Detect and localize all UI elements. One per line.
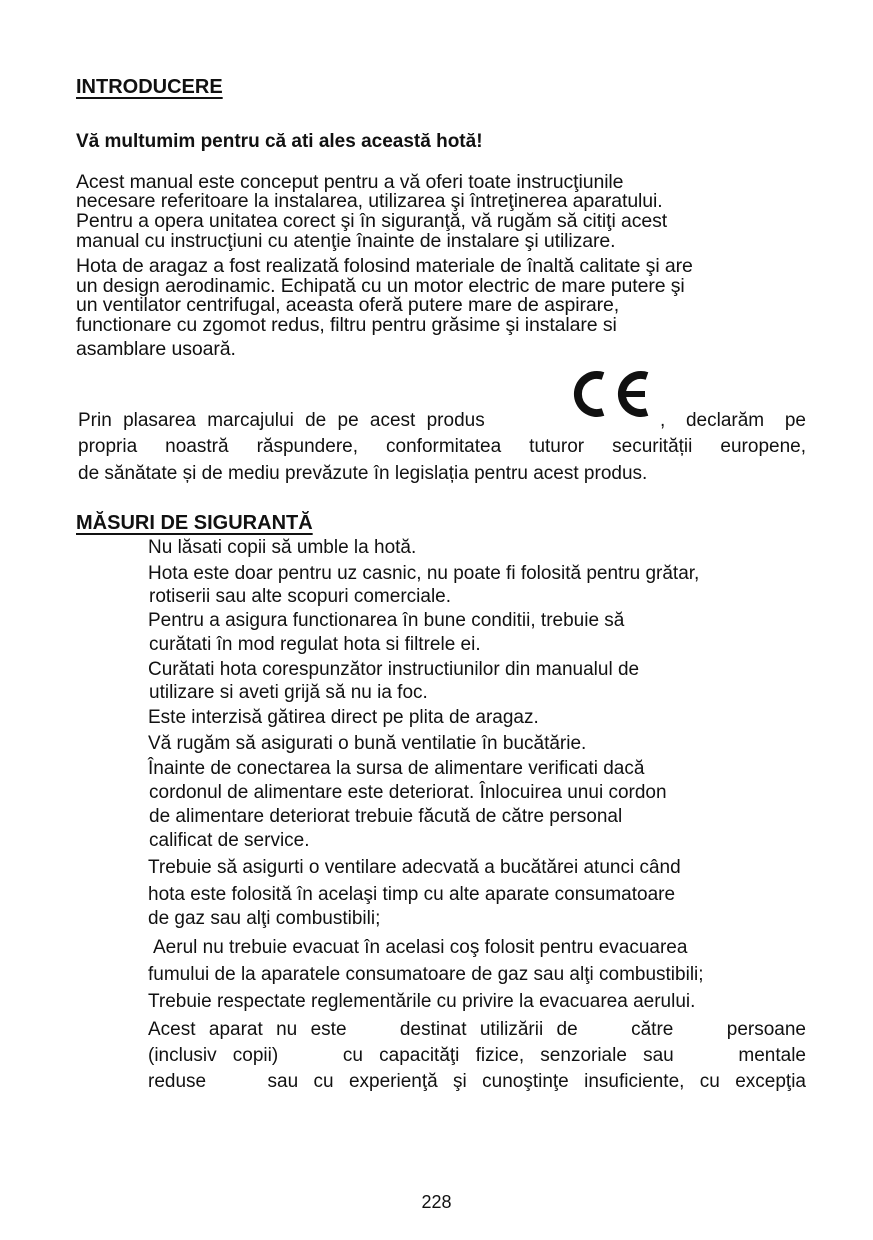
list-item-line: de alimentare deteriorat trebuie făcută de către personal [149, 806, 623, 827]
list-item-line: (inclusiv copii) cu capacităţi fizice, senzoriale sau mentale [148, 1045, 806, 1066]
intro-line: Pentru a opera unitatea corect şi în siguranţă, vă rugăm să citiţi acest [76, 210, 668, 232]
list-item-line: Este interzisă gătirea direct pe plita de aragaz. [148, 707, 539, 728]
list-item-line: Curătati hota corespunzător instructiunilor din manualul de [148, 659, 640, 680]
list-item-line: fumului de la aparatele consumatoare de gaz sau alţi combustibili; [148, 964, 704, 985]
list-item-line: Nu lăsati copii să umble la hotă. [148, 537, 417, 558]
list-item-line: rotiserii sau alte scopuri comerciale. [149, 586, 452, 607]
list-item-line: Aerul nu trebuie evacuat în acelasi coş folosit pentru evacuarea [153, 937, 688, 958]
list-item-line: curătati în mod regulat hota si filtrele ei. [149, 634, 481, 655]
intro-line: Acest manual este conceput pentru a vă oferi toate instrucţiunile [76, 171, 624, 193]
intro-line: functionare cu zgomot redus, filtru pentru grăsime şi instalare si [76, 314, 617, 336]
page-number: 228 [421, 1192, 452, 1212]
ce-line-start: Prin plasarea marcajului de pe acest produs [78, 410, 485, 431]
list-item-line: cordonul de alimentare este deteriorat. Înlocuirea unui cordon [149, 782, 667, 803]
list-item-line: Vă rugăm să asigurati o bună ventilatie în bucătărie. [148, 733, 587, 754]
ce-line: propria noastră răspundere, conformitatea tuturor securității europene, [78, 436, 806, 457]
intro-line: un design aerodinamic. Echipată cu un motor electric de mare putere şi [76, 275, 685, 297]
list-item-line: Acest aparat nu este destinat utilizării de către persoane [148, 1019, 806, 1040]
list-item-line: Trebuie respectate reglementările cu privire la evacuarea aerului. [148, 991, 696, 1012]
ce-line: de sănătate și de mediu prevăzute în legislația pentru acest produs. [78, 463, 648, 484]
safety-heading: MĂSURI DE SIGURANTĂ [76, 512, 313, 534]
ce-line-end: , declarăm pe [660, 410, 806, 431]
intro-line: manual cu instrucţiuni cu atenţie înainte de instalare şi utilizare. [76, 230, 616, 252]
list-item-line: calificat de service. [149, 830, 310, 851]
list-item-line: reduse sau cu experienţă şi cunoştinţe insuficiente, cu excepţia [148, 1071, 806, 1092]
list-item-line: Înainte de conectarea la sursa de alimentare verificati dacă [148, 758, 645, 779]
intro-line: necesare referitoare la instalarea, utilizarea şi întreţinerea aparatului. [76, 190, 663, 212]
list-item-line: Pentru a asigura functionarea în bune conditii, trebuie să [148, 610, 625, 631]
list-item-line: hota este folosită în acelaşi timp cu alte aparate consumatoare [148, 884, 676, 905]
ce-mark-icon [567, 366, 655, 422]
intro-heading: INTRODUCERE [76, 76, 223, 98]
list-item-line: Hota este doar pentru uz casnic, nu poate fi folosită pentru grătar, [148, 563, 700, 584]
intro-line: un ventilator centrifugal, aceasta oferă putere mare de aspirare, [76, 294, 620, 316]
intro-line: asamblare usoară. [76, 338, 236, 360]
list-item-line: de gaz sau alţi combustibili; [148, 908, 381, 929]
list-item-line: Trebuie să asigurti o ventilare adecvată a bucătărei atunci când [148, 857, 681, 878]
intro-line: Hota de aragaz a fost realizată folosind materiale de înaltă calitate şi are [76, 255, 693, 277]
list-item-line: utilizare si aveti grijă să nu ia foc. [149, 682, 428, 703]
thanks-line: Vă multumim pentru că ati ales această hotă! [76, 131, 483, 152]
